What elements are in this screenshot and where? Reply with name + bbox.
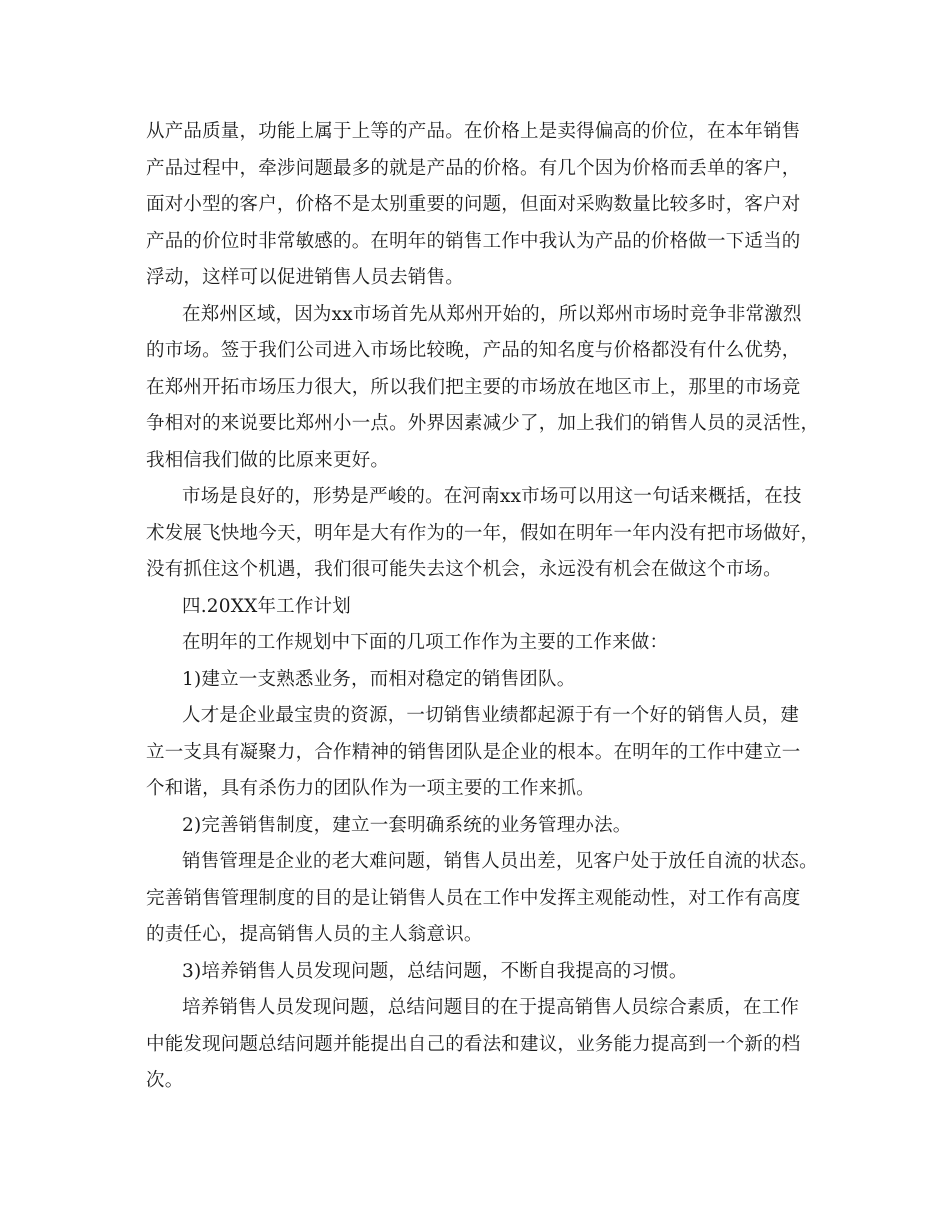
text-line: 销售管理是企业的老大难问题，销售人员出差，见客户处于放任自流的状态。: [182, 851, 818, 872]
text-line: 浮动，这样可以促进销售人员去销售。: [146, 267, 464, 288]
text-line: 产品过程中，牵涉问题最多的就是产品的价格。有几个因为价格而丢单的客户，: [146, 157, 801, 179]
section-heading: 四.20XX年工作计划: [182, 595, 351, 617]
text-line: 在明年的工作规划中下面的几项工作作为主要的工作来做：: [182, 632, 669, 653]
text-line: 的责任心，提高销售人员的主人翁意识。: [146, 924, 483, 945]
text-line: 个和谐，具有杀伤力的团队作为一项主要的工作来抓。: [146, 778, 595, 799]
document-body: [146, 114, 820, 1100]
text-line: 完善销售管理制度的目的是让销售人员在工作中发挥主观能动性，对工作有高度: [146, 887, 801, 909]
text-line: 人才是企业最宝贵的资源，一切销售业绩都起源于有一个好的销售人员，建: [182, 705, 800, 726]
text-line: 术发展飞快地今天，明年是大有作为的一年，假如在明年一年内没有把市场做好，: [146, 522, 820, 544]
text-line: 没有抓住这个机遇，我们很可能失去这个机会，永远没有机会在做这个市场。: [146, 559, 782, 580]
plan-item-heading: 3)培养销售人员发现问题，总结问题，不断自我提高的习惯。: [182, 960, 688, 982]
text-line: 中能发现问题总结问题并能提出自己的看法和建议，业务能力提高到一个新的档: [146, 1033, 801, 1055]
text-line: 市场是良好的，形势是严峻的。在河南xx市场可以用这一句话来概括，在技: [182, 486, 802, 507]
text-line: 培养销售人员发现问题，总结问题目的在于提高销售人员综合素质，在工作: [182, 997, 800, 1018]
text-line: 从产品质量，功能上属于上等的产品。在价格上是卖得偏高的价位，在本年销售: [146, 121, 801, 142]
text-line: 立一支具有凝聚力，合作精神的销售团队是企业的根本。在明年的工作中建立一: [146, 741, 801, 763]
text-line: 的市场。签于我们公司进入市场比较晚，产品的知名度与价格都没有什么优势，: [146, 340, 801, 361]
text-line: 面对小型的客户，价格不是太别重要的问题，但面对采购数量比较多时，客户对: [146, 194, 801, 215]
text-line: 次。: [146, 1070, 184, 1091]
plan-item-heading: 2)完善销售制度，建立一套明确系统的业务管理办法。: [182, 814, 632, 836]
text-line: 争相对的来说要比郑州小一点。外界因素减少了，加上我们的销售人员的灵活性，: [146, 413, 820, 434]
plan-item-heading: 1)建立一支熟悉业务，而相对稳定的销售团队。: [182, 668, 576, 690]
text-line: 产品的价位时非常敏感的。在明年的销售工作中我认为产品的价格做一下适当的: [146, 230, 801, 252]
text-line: 我相信我们做的比原来更好。: [146, 449, 390, 471]
text-line: 在郑州开拓市场压力很大，所以我们把主要的市场放在地区市上，那里的市场竞: [146, 376, 801, 398]
text-line: 在郑州区域，因为xx市场首先从郑州开始的，所以郑州市场时竞争非常激烈: [182, 303, 802, 325]
